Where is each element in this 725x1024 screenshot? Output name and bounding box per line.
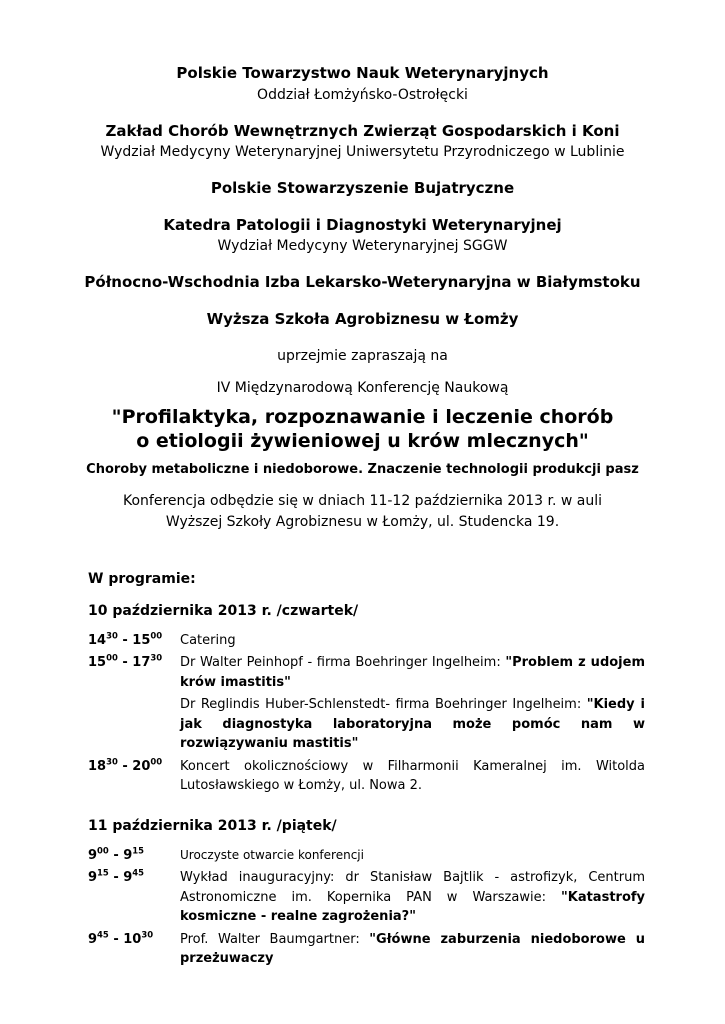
schedule-row bbox=[88, 695, 645, 754]
org-name: Polskie Stowarzyszenie Bujatryczne bbox=[210, 179, 515, 197]
org-subname: Wydział Medycyny Weterynaryjnej SGGW bbox=[217, 238, 508, 254]
organization-5 bbox=[50, 271, 675, 294]
org-name: Zakład Chorób Wewnętrznych Zwierząt Gospodarskich i Koni bbox=[105, 121, 620, 140]
item-description bbox=[180, 631, 645, 651]
description-plain: Koncert okolicznościowy w Filharmonii Kameralnej im. Witolda Lutosławskiego w Łomży, ul. Nowa 2. bbox=[180, 758, 645, 793]
description-plain: Dr Reglindis Huber-Schlenstedt- firma Boehringer Ingelheim: bbox=[180, 697, 587, 712]
description-plain: Prof. Walter Baumgartner: bbox=[180, 931, 370, 947]
schedule-row bbox=[88, 631, 645, 651]
venue-info bbox=[50, 491, 675, 533]
time-end-sup: 15 bbox=[132, 845, 145, 856]
organization-6 bbox=[50, 308, 675, 331]
description-bold: "Problem z udojem krów imastitis" bbox=[180, 655, 645, 690]
description-plain: Dr Walter Peinhopf - firma Boehringer Ingelheim: bbox=[180, 655, 506, 670]
time-end: 9 bbox=[123, 847, 133, 863]
day2-heading: 11 października 2013 r. /piątek/ bbox=[88, 817, 337, 834]
item-description bbox=[180, 695, 645, 754]
schedule-row bbox=[88, 930, 645, 969]
item-description bbox=[180, 868, 645, 927]
time-end-sup: 00 bbox=[150, 630, 163, 641]
org-name: Polskie Towarzystwo Nauk Weterynaryjnych bbox=[176, 64, 549, 82]
organization-3 bbox=[50, 177, 675, 200]
schedule-row bbox=[88, 846, 645, 866]
time-end-sup: 30 bbox=[141, 929, 154, 940]
conference-series-line: IV Międzynarodową Konferencję Naukową bbox=[216, 380, 509, 396]
description-plain: Wykład inauguracyjny: dr Stanisław Bajtlik - astrofizyk, Centrum Astronomiczne im. Kopernika PAN w Warszawie: bbox=[180, 870, 645, 905]
conference-title bbox=[50, 406, 675, 454]
time-range bbox=[88, 757, 180, 796]
org-name: Północno-Wschodnia Izba Lekarsko-Weterynaryjna w Białymstoku bbox=[84, 273, 641, 291]
conference-title-line2: o etiologii żywieniowej u krów mlecznych" bbox=[136, 429, 589, 452]
time-separator: - bbox=[117, 632, 133, 648]
time-range bbox=[88, 868, 180, 927]
item-description bbox=[180, 846, 645, 866]
venue-line1: Konferencja odbędzie się w dniach 11-12 października 2013 r. w auli bbox=[123, 492, 602, 509]
time-end: 15 bbox=[132, 632, 151, 648]
org-subname: Oddział Łomżyńsko-Ostrołęcki bbox=[257, 86, 468, 103]
time-start: 15 bbox=[88, 655, 107, 670]
time-start-sup: 30 bbox=[106, 630, 118, 641]
time-range bbox=[88, 695, 180, 754]
organization-4 bbox=[50, 214, 675, 258]
program-heading: W programie: bbox=[88, 570, 196, 587]
description-plain: Catering bbox=[180, 632, 236, 648]
time-start: 14 bbox=[88, 632, 107, 648]
time-end: 17 bbox=[132, 655, 151, 670]
item-description bbox=[180, 653, 645, 692]
time-start: 18 bbox=[88, 758, 107, 774]
schedule-row bbox=[88, 868, 645, 927]
time-range bbox=[88, 631, 180, 651]
time-end: 10 bbox=[123, 931, 142, 947]
time-range bbox=[88, 930, 180, 969]
time-range bbox=[88, 653, 180, 692]
item-description bbox=[180, 930, 645, 969]
conference-title-line1: "Profilaktyka, rozpoznawanie i leczenie chorób bbox=[111, 406, 614, 428]
time-start-sup: 00 bbox=[106, 652, 118, 663]
description-bold: "Katastrofy kosmiczne - realne zagrożenia?" bbox=[180, 889, 645, 924]
time-start-sup: 45 bbox=[97, 929, 109, 940]
org-name: Katedra Patologii i Diagnostyki Weterynaryjnej bbox=[163, 215, 562, 234]
time-start-sup: 00 bbox=[97, 845, 109, 856]
day1-heading: 10 października 2013 r. /czwartek/ bbox=[88, 602, 359, 619]
time-start-sup: 30 bbox=[106, 756, 118, 767]
time-start: 9 bbox=[88, 931, 98, 947]
time-separator: - bbox=[108, 870, 124, 885]
description-plain: Uroczyste otwarcie konferencji bbox=[180, 847, 364, 862]
time-separator: - bbox=[108, 931, 124, 947]
item-description bbox=[180, 757, 645, 796]
conference-subtitle: Choroby metaboliczne i niedoborowe. Znaczenie technologii produkcji pasz bbox=[86, 461, 639, 477]
time-start: 9 bbox=[88, 847, 98, 863]
time-end: 9 bbox=[123, 870, 133, 885]
organization-1 bbox=[50, 62, 675, 106]
time-end: 20 bbox=[132, 758, 151, 774]
org-name: Wyższa Szkoła Agrobiznesu w Łomży bbox=[206, 309, 519, 328]
time-end-sup: 45 bbox=[132, 867, 145, 878]
description-bold: "Główne zaburzenia niedoborowe u przeżuwaczy bbox=[180, 931, 645, 966]
time-separator: - bbox=[117, 655, 133, 670]
venue-line2: Wyższej Szkoły Agrobiznesu w Łomży, ul. Studencka 19. bbox=[165, 513, 560, 530]
schedule-row bbox=[88, 653, 645, 692]
description-bold: "Kiedy i jak diagnostyka laboratoryjna może pomóc nam w rozwiązywaniu mastitis" bbox=[180, 697, 645, 751]
organization-2 bbox=[50, 120, 675, 164]
org-subname: Wydział Medycyny Weterynaryjnej Uniwersytetu Przyrodniczego w Lublinie bbox=[100, 144, 625, 160]
time-start-sup: 15 bbox=[97, 867, 109, 878]
invitation-line: uprzejmie zapraszają na bbox=[277, 348, 448, 364]
program-section bbox=[88, 571, 645, 969]
time-end-sup: 30 bbox=[150, 652, 163, 663]
time-start: 9 bbox=[88, 870, 98, 885]
time-separator: - bbox=[108, 847, 124, 863]
time-separator: - bbox=[117, 758, 133, 774]
schedule-row bbox=[88, 757, 645, 796]
time-end-sup: 00 bbox=[150, 756, 163, 767]
time-range bbox=[88, 846, 180, 866]
